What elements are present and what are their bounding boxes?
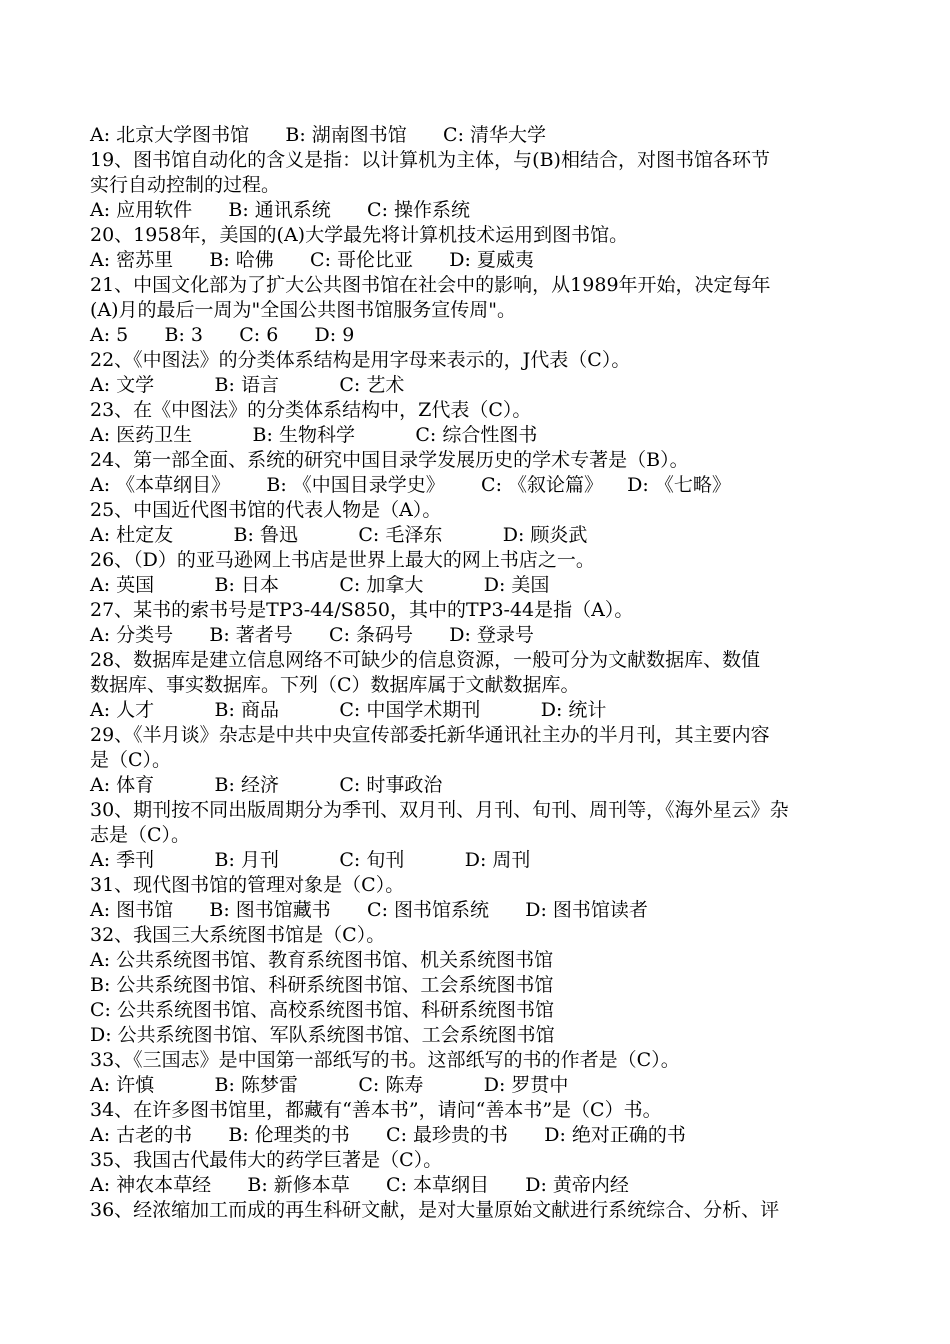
text-line: 33、《三国志》是中国第一部纸写的书。这部纸写的书的作者是（C）。 xyxy=(90,1049,680,1071)
text-line: 25、中国近代图书馆的代表人物是（A）。 xyxy=(90,499,442,521)
text-line: A: 杜定友 B: 鲁迅 C: 毛泽东 D: 顾炎武 xyxy=(90,524,588,546)
text-line: 22、《中图法》的分类体系结构是用字母来表示的，J代表（C）。 xyxy=(90,349,631,371)
text-line: B: 公共系统图书馆、科研系统图书馆、工会系统图书馆 xyxy=(90,974,554,996)
text-line: A: 神农本草经 B: 新修本草 C: 本草纲目 D: 黄帝内经 xyxy=(90,1174,629,1196)
text-line: A: 英国 B: 日本 C: 加拿大 D: 美国 xyxy=(90,574,550,596)
quiz-text-body xyxy=(90,123,870,1223)
text-line: A: 医药卫生 B: 生物科学 C: 综合性图书 xyxy=(90,424,538,446)
text-line: 34、在许多图书馆里，都藏有“善本书”，请问“善本书”是（C）书。 xyxy=(90,1099,662,1121)
text-line: A: 体育 B: 经济 C: 时事政治 xyxy=(90,774,443,796)
text-line: 数据库、事实数据库。下列（C）数据库属于文献数据库。 xyxy=(90,674,580,696)
text-line: D: 公共系统图书馆、军队系统图书馆、工会系统图书馆 xyxy=(90,1024,555,1046)
text-line: A: 密苏里 B: 哈佛 C: 哥伦比亚 D: 夏威夷 xyxy=(90,249,534,271)
text-line: 实行自动控制的过程。 xyxy=(90,174,281,196)
text-line: 是（C）。 xyxy=(90,749,172,771)
text-line: 21、中国文化部为了扩大公共图书馆在社会中的影响，从1989年开始，决定每年 xyxy=(90,274,771,296)
text-line: 19、图书馆自动化的含义是指：以计算机为主体，与(B)相结合，对图书馆各环节 xyxy=(90,149,770,171)
text-line: 26、（D）的亚马逊网上书店是世界上最大的网上书店之一。 xyxy=(90,549,595,571)
text-line: 28、数据库是建立信息网络不可缺少的信息资源，一般可分为文献数据库、数值 xyxy=(90,649,761,671)
text-line: 35、我国古代最伟大的药学巨著是（C）。 xyxy=(90,1149,443,1171)
text-line: 20、1958年，美国的(A)大学最先将计算机技术运用到图书馆。 xyxy=(90,224,629,246)
text-line: A: 《本草纲目》 B: 《中国目录学史》 C: 《叙论篇》 D: 《七略》 xyxy=(90,474,731,496)
text-line: 36、经浓缩加工而成的再生科研文献，是对大量原始文献进行系统综合、分析、评 xyxy=(90,1199,780,1221)
text-line: A: 北京大学图书馆 B: 湖南图书馆 C: 清华大学 xyxy=(90,124,547,146)
text-line: A: 人才 B: 商品 C: 中国学术期刊 D: 统计 xyxy=(90,699,607,721)
text-line: C: 公共系统图书馆、高校系统图书馆、科研系统图书馆 xyxy=(90,999,554,1021)
text-line: A: 古老的书 B: 伦理类的书 C: 最珍贵的书 D: 绝对正确的书 xyxy=(90,1124,686,1146)
text-line: 29、《半月谈》杂志是中共中央宣传部委托新华通讯社主办的半月刊，其主要内容 xyxy=(90,724,770,746)
text-line: 24、第一部全面、系统的研究中国目录学发展历史的学术专著是（B）。 xyxy=(90,449,689,471)
text-line: 志是（C）。 xyxy=(90,824,191,846)
text-line: 23、在《中图法》的分类体系结构中，Z代表（C）。 xyxy=(90,399,532,421)
text-line: A: 图书馆 B: 图书馆藏书 C: 图书馆系统 D: 图书馆读者 xyxy=(90,899,648,921)
text-line: 31、现代图书馆的管理对象是（C）。 xyxy=(90,874,405,896)
text-line: A: 季刊 B: 月刊 C: 旬刊 D: 周刊 xyxy=(90,849,531,871)
text-line: (A)月的最后一周为"全国公共图书馆服务宣传周"。 xyxy=(90,299,517,321)
text-line: 32、我国三大系统图书馆是（C）。 xyxy=(90,924,386,946)
text-line: A: 许慎 B: 陈梦雷 C: 陈寿 D: 罗贯中 xyxy=(90,1074,569,1096)
text-line: A: 公共系统图书馆、教育系统图书馆、机关系统图书馆 xyxy=(90,949,554,971)
text-line: A: 应用软件 B: 通讯系统 C: 操作系统 xyxy=(90,199,471,221)
text-line: 27、某书的索书号是TP3-44/S850，其中的TP3-44是指（A）。 xyxy=(90,599,634,621)
text-line: A: 分类号 B: 著者号 C: 条码号 D: 登录号 xyxy=(90,624,534,646)
text-line: A: 5 B: 3 C: 6 D: 9 xyxy=(90,324,355,346)
text-line: 30、期刊按不同出版周期分为季刊、双月刊、月刊、旬刊、周刊等，《海外星云》杂 xyxy=(90,799,789,821)
text-line: A: 文学 B: 语言 C: 艺术 xyxy=(90,374,405,396)
